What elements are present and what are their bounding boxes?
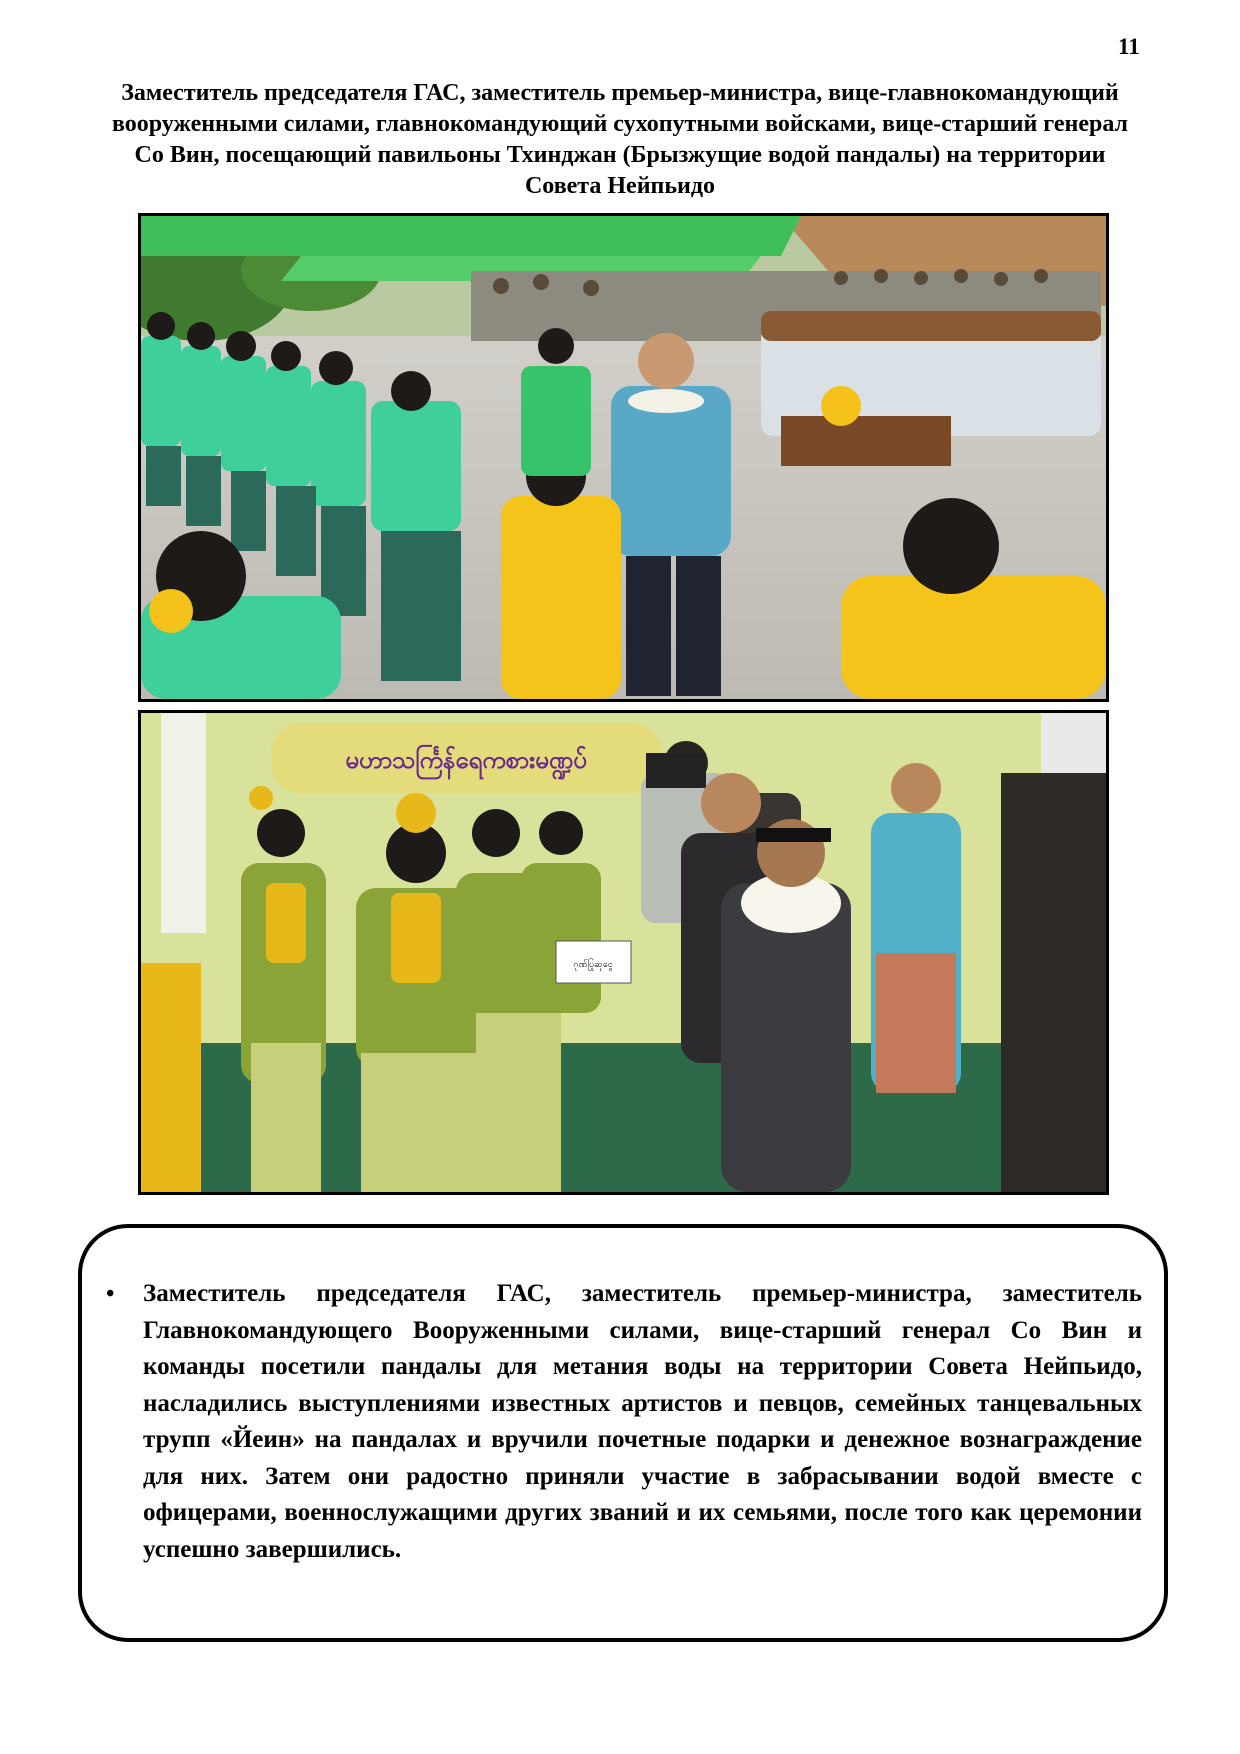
caption-line: Совета Нейпьидо [524, 173, 716, 199]
caption-line: Со Вин, посещающий павильоны Тхинджан (Брызжущие водой пандалы) на территории [134, 142, 1106, 168]
caption-line: Заместитель председателя ГАС, заместитель премьер-министра, вице-главнокомандующий [121, 80, 1119, 106]
bullet-icon: • [106, 1281, 115, 1307]
photo-pandal-dancers-image [141, 216, 1106, 699]
photo-award-presentation-image [141, 713, 1106, 1192]
photo-caption [70, 78, 1170, 202]
photo-award-presentation [138, 710, 1109, 1195]
summary-list [106, 1276, 1142, 1568]
summary-item [106, 1276, 1142, 1568]
envelope-text: ဂုဏ်ပြုဆုငွေ [573, 960, 613, 970]
caption-line: вооруженными силами, главнокомандующий сухопутными войсками, вице-старший генерал [111, 111, 1129, 137]
page-number: 11 [1118, 34, 1140, 59]
pavilion-banner-text: မဟာသင်္ကြန်ရေကစားမဏ္ဍပ် [345, 746, 587, 774]
photo-pandal-dancers [138, 213, 1109, 702]
summary-text: Заместитель председателя ГАС, заместитель премьер-министра, заместитель Главнокомандующего Вооруженными силами, вице-старший генерал Со Вин и команды посетили пандалы для метания воды на территории Совета Нейпьидо, насладились выступлениями известных артистов и певцов, семейных танцевальных трупп «Йеин» на пандалах и вручили почетные подарки и денежное вознаграждение для них. Затем они радостно приняли участие в забрасывании водой вместе с офицерами, военнослужащими других званий и их семьями, после того как церемонии успешно завершились. [143, 1280, 1142, 1563]
summary-box [78, 1224, 1168, 1642]
